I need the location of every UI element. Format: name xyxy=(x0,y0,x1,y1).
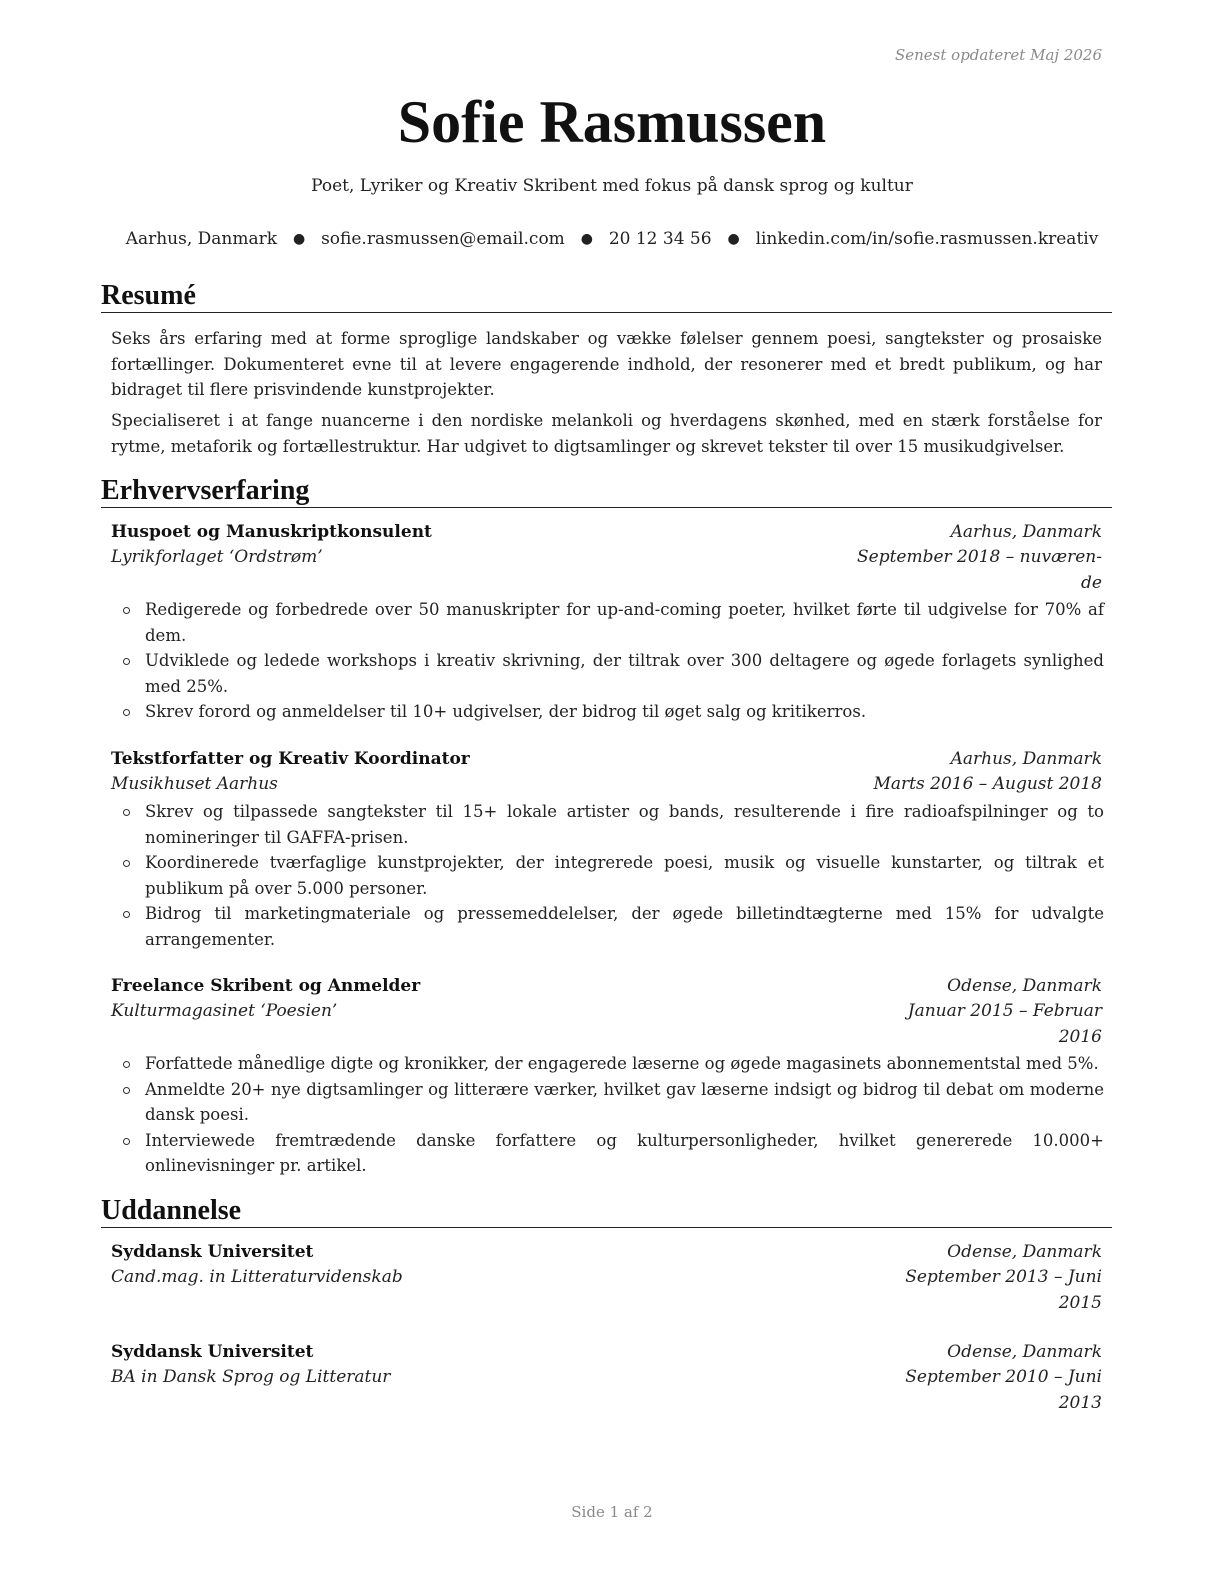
circle-bullet-icon xyxy=(123,1087,130,1094)
section-heading-summary: Resumé xyxy=(101,281,1112,313)
list-item-text: Skrev forord og anmeldelser til 10+ udgivelser, der bidrog til øget salg og kritikerros. xyxy=(145,702,867,721)
list-item-text: Udviklede og ledede workshops i kreativ skrivning, der tiltrak over 300 deltagere og øgede forlagets synlighed med 25%. xyxy=(145,651,1104,696)
circle-bullet-icon xyxy=(123,1061,130,1068)
list-item xyxy=(111,1077,1104,1128)
job-location: Odense, Danmark xyxy=(947,976,1102,996)
education-dates-line: September 2010 – Juni xyxy=(905,1367,1102,1387)
job-dates-line: Januar 2015 – Februar xyxy=(907,1001,1102,1021)
list-item-text: Interviewede fremtrædende danske forfattere og kulturpersonligheder, hvilket genererede 10.000+ onlinevisninger pr. artikel. xyxy=(145,1130,1104,1175)
job-title: Huspoet og Manuskriptkonsulent xyxy=(111,522,432,542)
education-dates-line: 2013 xyxy=(1058,1392,1102,1413)
list-item-text: Bidrog til marketingmateriale og pressemeddelelser, der øgede billetindtægterne med 15% for udvalgte arrangementer. xyxy=(145,904,1104,949)
last-updated-note: Senest opdateret Maj 2026 xyxy=(894,46,1102,64)
candidate-name: Sofie Rasmussen xyxy=(397,89,827,155)
section-heading-education: Uddannelse xyxy=(101,1196,1112,1228)
page-number: Side 1 af 2 xyxy=(571,1503,653,1521)
job-organization: Musikhuset Aarhus xyxy=(111,774,278,794)
section-heading-experience: Erhvervserfaring xyxy=(101,476,1112,508)
education-dates xyxy=(905,1365,1102,1416)
circle-bullet-icon xyxy=(123,809,130,816)
summary-paragraph: Seks års erfaring med at forme sproglige landskaber og vække følelser gennem poesi, sangtekster og prosaiske fortællinger. Dokumenteret evne til at levere engagerende indhold, der resonerer med et bredt publikum, og har bidraget til flere prisvindende kunstprojekter. xyxy=(111,329,1102,399)
circle-bullet-icon xyxy=(123,911,130,918)
list-item xyxy=(111,597,1104,648)
job-location: Aarhus, Danmark xyxy=(950,749,1102,769)
list-item-text: Forfattede månedlige digte og kronikker, der engagerede læserne og øgede magasinets abonnementstal med 5%. xyxy=(145,1054,1099,1073)
job-organization: Kulturmagasinet ‘Poesien’ xyxy=(111,1001,338,1021)
tagline: Poet, Lyriker og Kreativ Skribent med fokus på dansk sprog og kultur xyxy=(311,176,913,196)
list-item xyxy=(111,1128,1104,1179)
job-location: Aarhus, Danmark xyxy=(950,522,1102,542)
list-item xyxy=(111,1051,1104,1077)
job-dates-line: Marts 2016 – August 2018 xyxy=(873,774,1102,794)
list-item xyxy=(111,799,1104,850)
job-dates-line: September 2018 – nuværen- xyxy=(856,547,1102,567)
list-item xyxy=(111,850,1104,901)
contact-email[interactable]: sofie.rasmussen@email.com xyxy=(321,229,565,249)
education-location: Odense, Danmark xyxy=(947,1242,1102,1262)
education-school: Syddansk Universitet xyxy=(111,1342,314,1362)
job-dates xyxy=(857,545,1102,596)
circle-bullet-icon xyxy=(123,658,130,665)
bullet-separator-icon: ● xyxy=(580,231,593,247)
education-location: Odense, Danmark xyxy=(947,1342,1102,1362)
contact-location: Aarhus, Danmark xyxy=(125,229,278,249)
job-dates xyxy=(874,772,1102,798)
education-degree: BA in Dansk Sprog og Litteratur xyxy=(111,1367,391,1387)
summary-paragraph: Specialiseret i at fange nuancerne i den nordiske melankoli og hverdagens skønhed, med en stærk forståelse for rytme, metaforik og fortællestruktur. Har udgivet to digtsamlinger og skrevet tekster til over 15 musikudgivelser. xyxy=(111,411,1102,456)
job-dates-line: 2016 xyxy=(1058,1026,1102,1047)
job-dates-line: de xyxy=(1081,572,1102,593)
contact-linkedin[interactable]: linkedin.com/in/sofie.rasmussen.kreativ xyxy=(755,229,1099,249)
education-dates-line: 2015 xyxy=(1058,1292,1102,1313)
contact-phone: 20 12 34 56 xyxy=(608,229,712,249)
circle-bullet-icon xyxy=(123,1138,130,1145)
bullet-separator-icon: ● xyxy=(292,231,306,247)
list-item-text: Anmeldte 20+ nye digtsamlinger og litterære værker, hvilket gav læserne indsigt og bidrog til debat om moderne dansk poesi. xyxy=(145,1079,1104,1124)
circle-bullet-icon xyxy=(123,709,130,716)
bullet-separator-icon: ● xyxy=(727,231,740,247)
job-bullet-list xyxy=(111,799,1104,952)
list-item xyxy=(111,648,1104,699)
job-title: Freelance Skribent og Anmelder xyxy=(111,976,421,996)
education-dates xyxy=(905,1265,1102,1316)
job-bullet-list xyxy=(111,1051,1104,1179)
list-item-text: Skrev og tilpassede sangtekster til 15+ lokale artister og bands, resulterende i fire radioafspilninger og to nomineringer til GAFFA-prisen. xyxy=(145,802,1104,847)
contact-line xyxy=(0,229,1224,249)
education-degree: Cand.mag. in Litteraturvidenskab xyxy=(111,1267,403,1287)
list-item-text: Koordinerede tværfaglige kunstprojekter, der integrerede poesi, musik og visuelle kunstarter, og tiltrak et publikum på over 5.000 personer. xyxy=(145,853,1104,898)
list-item xyxy=(111,699,1104,725)
job-bullet-list xyxy=(111,597,1104,725)
circle-bullet-icon xyxy=(123,607,130,614)
list-item-text: Redigerede og forbedrede over 50 manuskripter for up-and-coming poeter, hvilket førte til udgivelse for 70% af dem. xyxy=(145,600,1104,645)
circle-bullet-icon xyxy=(123,860,130,867)
job-organization: Lyrikforlaget ‘Ordstrøm’ xyxy=(111,547,323,567)
job-title: Tekstforfatter og Kreativ Koordinator xyxy=(111,749,470,769)
job-dates xyxy=(908,999,1102,1050)
list-item xyxy=(111,901,1104,952)
education-dates-line: September 2013 – Juni xyxy=(905,1267,1102,1287)
education-school: Syddansk Universitet xyxy=(111,1242,314,1262)
